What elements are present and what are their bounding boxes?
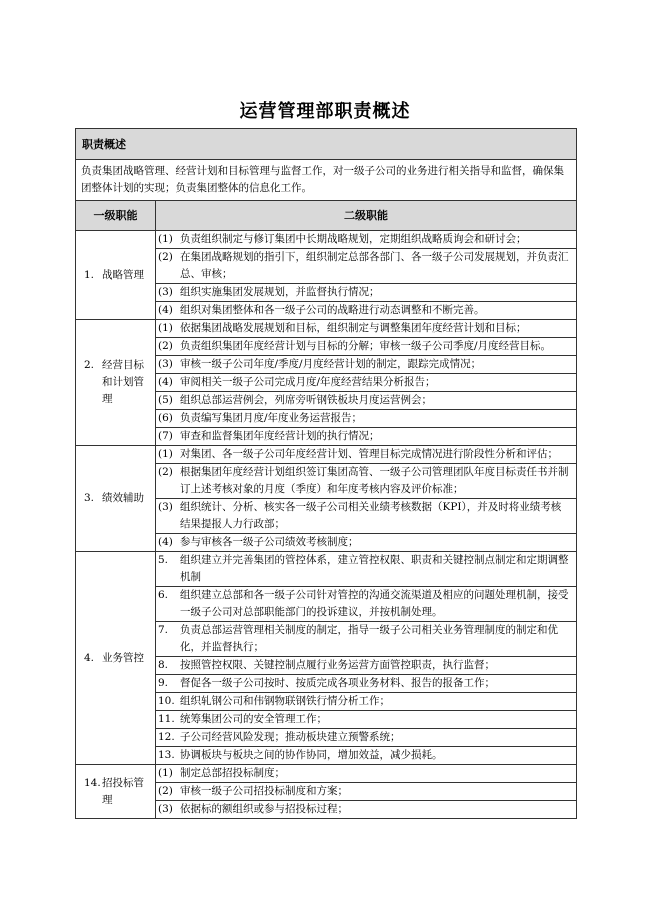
list-item xyxy=(156,765,576,783)
summary-row xyxy=(76,160,577,201)
level1-header: 一级职能 xyxy=(76,201,156,231)
item-text: 子公司经营风险发现；推动板块建立预警系统； xyxy=(180,731,401,743)
item-marker: (4) xyxy=(158,376,173,388)
function-name: 业务管控 xyxy=(102,651,144,664)
item-text: 在集团战略规划的指引下，组织制定总部各部门、各一级子公司发展规划，并负责汇总、审核； xyxy=(180,251,569,280)
function-row xyxy=(76,552,577,765)
item-marker: (4) xyxy=(158,536,173,548)
column-header-row xyxy=(76,201,577,231)
function-number: 2. xyxy=(84,359,95,371)
summary-text: 负责集团战略管理、经营计划和目标管理与监督工作，对一级子公司的业务进行相关指导和监督，确保集团整体计划的实现；负责集团整体的信息化工作。 xyxy=(76,160,577,201)
item-marker: (1) xyxy=(158,448,173,460)
page-title: 运营管理部职责概述 xyxy=(239,101,411,122)
item-text: 组织对集团整体和各一级子公司的战略进行动态调整和不断完善。 xyxy=(180,304,485,316)
item-text: 制定总部招投标制度； xyxy=(180,767,285,779)
item-text: 组织统计、分析、核实各一级子公司相关业绩考核数据（KPI），并及时将业绩考核结果提报人力行政部； xyxy=(180,501,562,530)
item-text: 组织建立并完善集团的管控体系，建立管控权限、职责和关键控制点制定和定期调整机制 xyxy=(180,554,569,583)
item-marker: (2) xyxy=(158,340,173,352)
item-marker: (1) xyxy=(158,767,173,779)
item-text: 督促各一级子公司按时、按质完成各项业务材料、报告的报备工作； xyxy=(180,677,495,689)
item-text: 统筹集团公司的安全管理工作； xyxy=(180,713,327,725)
list-item xyxy=(156,392,576,410)
duty-list xyxy=(156,552,576,764)
item-marker: (2) xyxy=(158,466,173,478)
function-number: 4. xyxy=(84,651,95,664)
item-marker: (5) xyxy=(158,394,173,406)
level2-cell xyxy=(156,765,577,819)
item-text: 负责组织集团年度经营计划与目标的分解；审核一级子公司季度/月度经营目标。 xyxy=(180,340,552,352)
item-marker: (3) xyxy=(158,286,173,298)
level2-cell xyxy=(156,552,577,765)
function-name: 绩效辅助 xyxy=(102,492,144,504)
function-name: 战略管理 xyxy=(102,268,144,281)
item-text: 负责总部运营管理相关制度的制定，指导一级子公司相关业务管理制度的制定和优化，并监督执行； xyxy=(180,624,558,653)
item-marker: 7. xyxy=(158,624,169,636)
level1-cell xyxy=(76,320,156,446)
item-marker: 8. xyxy=(158,659,169,671)
item-text: 参与审核各一级子公司绩效考核制度； xyxy=(180,536,359,548)
item-text: 审核一级子公司年度/季度/月度经营计划的制定，跟踪完成情况； xyxy=(180,358,482,370)
list-item xyxy=(156,801,576,818)
responsibility-table xyxy=(75,128,577,819)
function-number: 14. xyxy=(84,776,101,789)
duty-list xyxy=(156,765,576,818)
item-marker: 11. xyxy=(158,713,175,725)
function-number: 3. xyxy=(84,492,95,504)
level1-cell xyxy=(76,552,156,765)
item-text: 审查和监督集团年度经营计划的执行情况； xyxy=(180,430,380,442)
list-item xyxy=(156,320,576,338)
function-row xyxy=(76,446,577,552)
list-item xyxy=(156,675,576,693)
list-item xyxy=(156,783,576,801)
item-marker: 12. xyxy=(158,731,175,743)
list-item xyxy=(156,711,576,729)
list-item xyxy=(156,338,576,356)
summary-header: 职责概述 xyxy=(76,129,577,160)
item-text: 组织建立总部和各一级子公司针对管控的沟通交流渠道及相应的问题处理机制，接受一级子公司对总部职能部门的投诉建议，并按机制处理。 xyxy=(180,589,569,618)
function-row xyxy=(76,231,577,320)
level2-cell xyxy=(156,446,577,552)
item-text: 审阅相关一级子公司完成月度/年度经营结果分析报告； xyxy=(180,376,436,388)
item-text: 协调板块与板块之间的协作协同，增加效益，减少损耗。 xyxy=(180,749,443,761)
level2-cell xyxy=(156,231,577,320)
item-marker: 5. xyxy=(158,554,169,566)
item-text: 根据集团年度经营计划组织签订集团高管、一级子公司管理团队年度目标责任书并制订上述考核对象的月度（季度）和年度考核内容及评价标准； xyxy=(180,466,569,495)
item-text: 依据标的额组织或参与招投标过程； xyxy=(180,803,348,815)
item-marker: (4) xyxy=(158,304,173,316)
list-item xyxy=(156,356,576,374)
item-marker: (6) xyxy=(158,412,173,424)
duty-list xyxy=(156,446,576,551)
item-marker: 10. xyxy=(158,695,175,707)
list-item xyxy=(156,729,576,747)
item-marker: (3) xyxy=(158,803,173,815)
list-item xyxy=(156,231,576,249)
duty-list xyxy=(156,231,576,319)
item-marker: (7) xyxy=(158,430,173,442)
item-text: 负责组织制定与修订集团中长期战略规划，定期组织战略质询会和研讨会； xyxy=(180,233,527,245)
level1-cell xyxy=(76,765,156,819)
list-item xyxy=(156,302,576,319)
function-row xyxy=(76,765,577,819)
item-marker: (3) xyxy=(158,358,173,370)
list-item xyxy=(156,410,576,428)
item-text: 负责编写集团月度/年度业务运营报告； xyxy=(180,412,363,424)
summary-header-row xyxy=(76,129,577,160)
list-item xyxy=(156,464,576,499)
item-marker: (2) xyxy=(158,785,173,797)
list-item xyxy=(156,693,576,711)
item-marker: (2) xyxy=(158,251,173,263)
list-item xyxy=(156,552,576,587)
list-item xyxy=(156,499,576,534)
item-marker: (1) xyxy=(158,233,173,245)
list-item xyxy=(156,747,576,764)
function-row xyxy=(76,320,577,446)
function-name: 招投标管理 xyxy=(102,776,144,806)
item-marker: (1) xyxy=(158,322,173,334)
list-item xyxy=(156,534,576,551)
item-marker: 6. xyxy=(158,589,169,601)
list-item xyxy=(156,428,576,445)
function-name: 经营目标和计划管理 xyxy=(102,359,144,405)
item-text: 按照管控权限、关键控制点履行业务运营方面管控职责，执行监督； xyxy=(180,659,495,671)
level1-cell xyxy=(76,446,156,552)
item-text: 依据集团战略发展规划和目标，组织制定与调整集团年度经营计划和目标； xyxy=(180,322,527,334)
list-item xyxy=(156,587,576,622)
level1-cell xyxy=(76,231,156,320)
item-text: 组织轧钢公司和伟钢物联钢铁行情分析工作； xyxy=(180,695,390,707)
list-item xyxy=(156,374,576,392)
item-text: 对集团、各一级子公司年度经营计划、管理目标完成情况进行阶段性分析和评估； xyxy=(180,448,558,460)
item-text: 组织总部运营例会，列席旁听钢铁板块月度运营例会； xyxy=(180,394,432,406)
level2-cell xyxy=(156,320,577,446)
list-item xyxy=(156,657,576,675)
item-marker: 13. xyxy=(158,749,175,761)
list-item xyxy=(156,446,576,464)
level2-header: 二级职能 xyxy=(156,201,577,231)
item-marker: 9. xyxy=(158,677,169,689)
item-text: 组织实施集团发展规划，并监督执行情况； xyxy=(180,286,380,298)
item-text: 审核一级子公司招投标制度和方案； xyxy=(180,785,348,797)
list-item xyxy=(156,284,576,302)
item-marker: (3) xyxy=(158,501,173,513)
duty-list xyxy=(156,320,576,445)
function-number: 1. xyxy=(84,268,95,281)
list-item xyxy=(156,622,576,657)
list-item xyxy=(156,249,576,284)
